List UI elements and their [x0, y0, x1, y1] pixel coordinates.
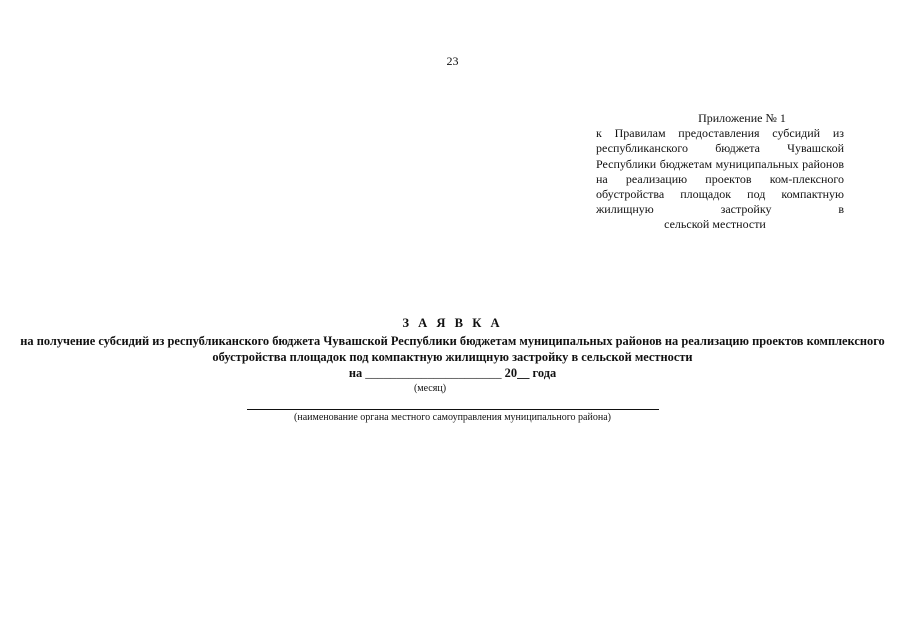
month-blank: ______________________	[365, 366, 502, 380]
organization-blank-line	[247, 409, 659, 410]
period-prefix: на	[348, 366, 363, 380]
organization-caption: (наименование органа местного самоуправления муниципального района)	[294, 412, 611, 423]
appendix-block	[596, 111, 844, 233]
period-line	[0, 366, 905, 381]
page-number: 23	[446, 54, 459, 68]
appendix-body: к Правилам предоставления субсидий из республиканского бюджета Чувашской Республики бюджетам муниципальных районов на реализацию проектов ком-плексного обустройства площадок под компактную жилищную застройку в	[596, 126, 844, 217]
appendix-last-line: сельской местности	[664, 217, 766, 232]
period-year: 20__ года	[504, 366, 557, 380]
month-caption: (месяц)	[413, 383, 447, 394]
document-heading: З А Я В К А	[402, 316, 503, 330]
document-subheading: на получение субсидий из республиканского бюджета Чувашской Республики бюджетам муниципальных районов на реализацию проектов комплексного обустройства площадок под компактную жилищную застройку в сельской местности	[20, 334, 885, 365]
appendix-title: Приложение № 1	[698, 111, 786, 125]
